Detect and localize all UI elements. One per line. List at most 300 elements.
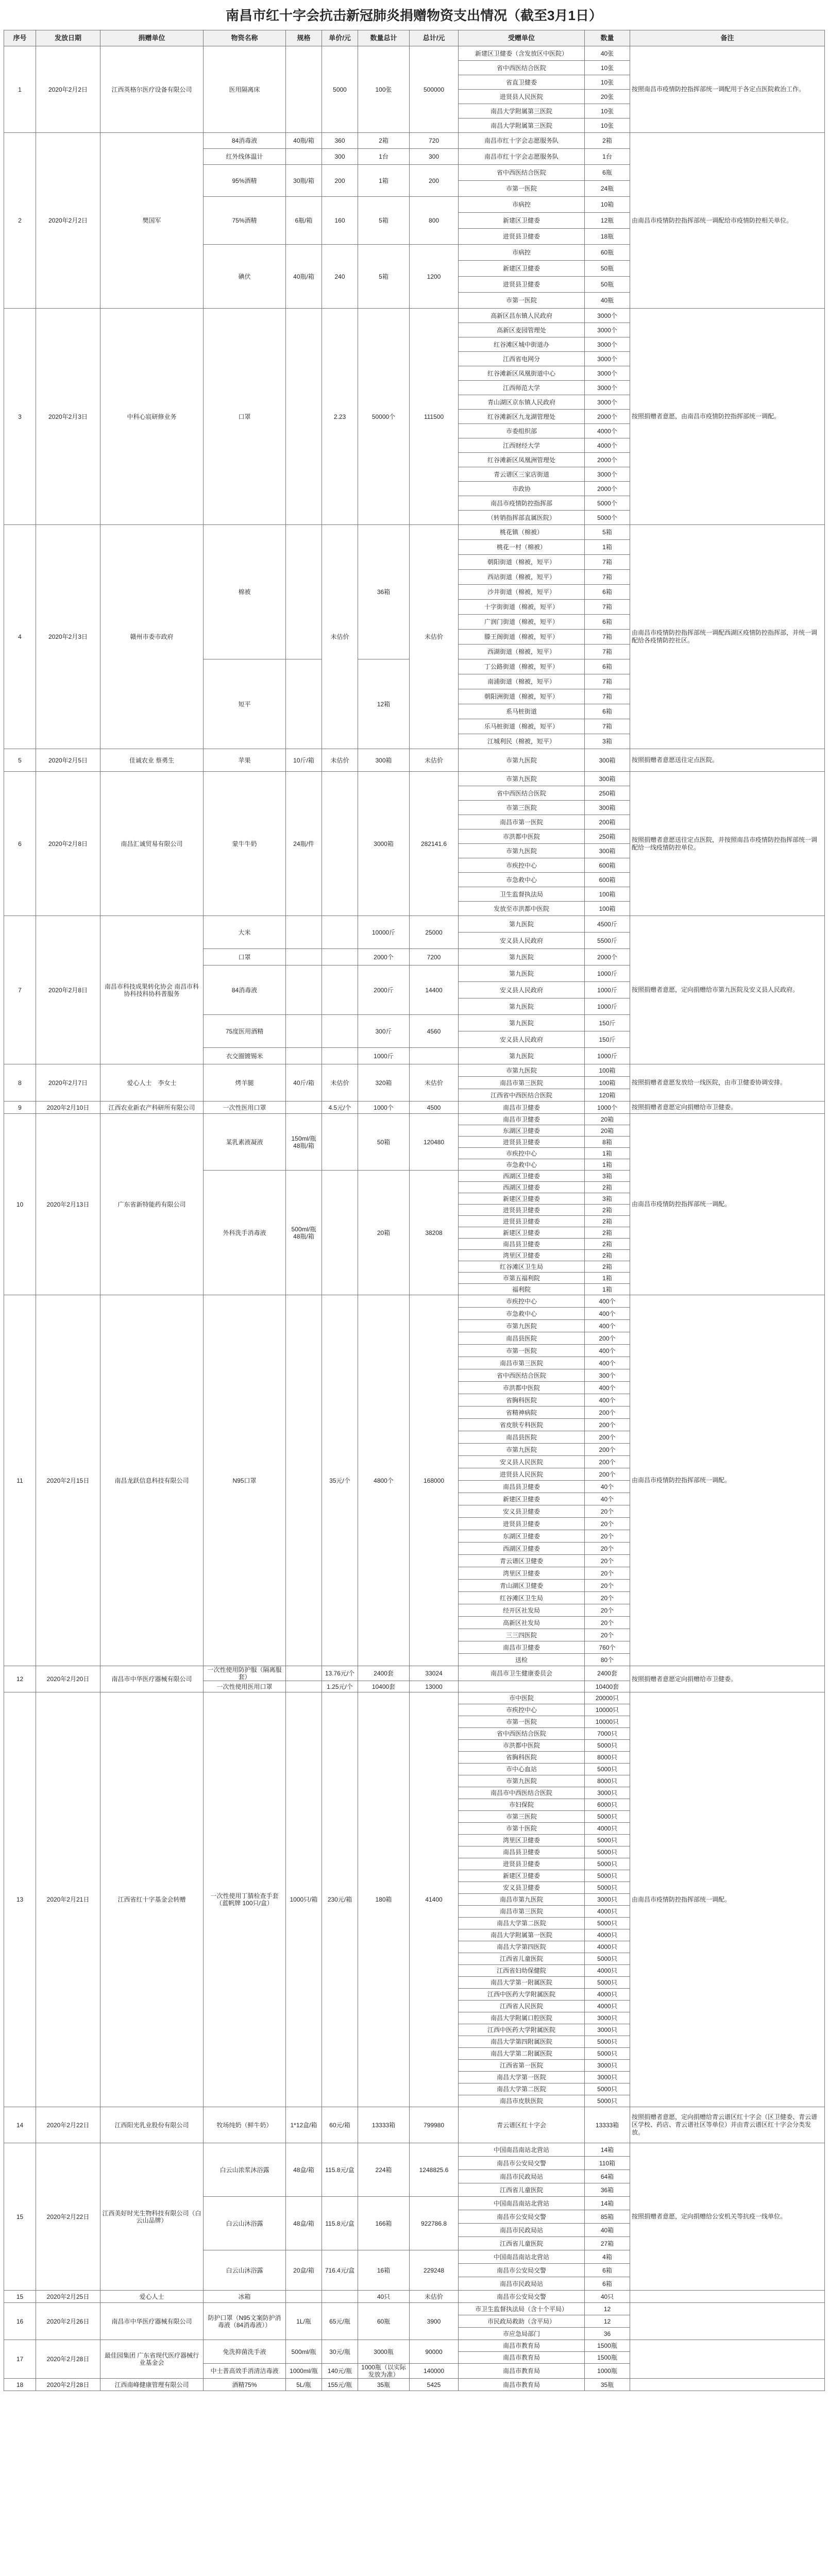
donor-name: 江西英格尔医疗设备有限公司 [100,46,204,133]
column-header: 受赠单位 [459,30,585,46]
recipient-quantity: 200箱 [585,815,630,829]
total-quantity: 60瓶 [358,2303,410,2340]
recipient-quantity: 85箱 [585,2210,630,2224]
row-number: 7 [4,916,36,1064]
row-number: 12 [4,1666,36,1692]
recipient-quantity: 4000只 [585,1906,630,1918]
unit-price: 230元/箱 [322,1692,358,2107]
item-spec: 1*12盒/箱 [286,2107,322,2143]
recipient: 安义县人民政府 [459,933,585,949]
issue-date: 2020年2月3日 [36,525,100,749]
recipient-quantity: 3箱 [585,1171,630,1182]
recipient-quantity: 20张 [585,90,630,104]
recipient: 南昌市卫健委 [459,1114,585,1125]
recipient-quantity: 5000只 [585,1858,630,1870]
recipient: 南昌大学第一医院 [459,2072,585,2083]
remark: 由南昌市疫情防控指挥部统一调配。 [630,1114,825,1295]
table-row [4,1101,825,1114]
recipient: 南昌县医院 [459,1431,585,1444]
total-amount: 4560 [410,1015,459,1048]
recipient-quantity: 8箱 [585,1137,630,1148]
column-header: 发放日期 [36,30,100,46]
column-header: 数量总计 [358,30,410,46]
recipient: 省精神病院 [459,1406,585,1419]
table-row [4,2303,825,2315]
recipient: 南昌大学附属口腔医院 [459,2012,585,2024]
item-spec: 24瓶/件 [286,772,322,916]
issue-date: 2020年2月15日 [36,1295,100,1666]
unit-price [322,1114,358,1171]
item-name: N95口罩 [204,1295,286,1666]
total-amount: 4500 [410,1101,459,1114]
total-quantity: 5箱 [358,245,410,309]
recipient: 南昌市民政局站 [459,2224,585,2237]
recipient-quantity: 12瓶 [585,213,630,229]
item-name: 红外线体温计 [204,149,286,165]
recipient: 东湖区卫健委 [459,1125,585,1137]
total-quantity: 2400套 [358,1666,410,1681]
item-spec: 10斤/箱 [286,749,322,772]
issue-date: 2020年2月20日 [36,1666,100,1692]
unit-price: 60元/箱 [322,2107,358,2143]
unit-price: 5000 [322,46,358,133]
unit-price [322,1048,358,1064]
page-title: 南昌市红十字会抗击新冠肺炎捐赠物资支出情况（截至3月1日） [226,8,602,23]
item-spec: 1000只/箱 [286,1692,322,2107]
donor-name: 江西农业新农产科研所有限公司 [100,1101,204,1114]
unit-price: 1.25元/个 [322,1681,358,1692]
recipient: 江西财经大学 [459,438,585,453]
item-name: 衣交圈镀锡米 [204,1048,286,1064]
remark [630,2291,825,2303]
recipient: 南昌县医院 [459,1332,585,1345]
column-header: 单价/元 [322,30,358,46]
item-spec [286,1666,322,1681]
recipient-quantity: 3000只 [585,2024,630,2036]
unit-price [322,965,358,1015]
total-amount: 200 [410,165,459,197]
total-amount: 13000 [410,1681,459,1692]
total-amount: 799980 [410,2107,459,2143]
recipient-quantity: 2000个 [585,482,630,496]
recipient-quantity: 300箱 [585,801,630,815]
recipient-quantity: 3000个 [585,352,630,366]
recipient-quantity: 7箱 [585,689,630,704]
item-name: 一次性使用医用口罩 [204,1681,286,1692]
recipient-quantity: 27箱 [585,2237,630,2250]
recipient-quantity: 4000只 [585,1929,630,1941]
recipient-quantity: 1500瓶 [585,2352,630,2364]
recipient-quantity: 4000个 [585,424,630,438]
remark: 按照捐赠者意愿发放给一线医院，由市卫健委协调安排。 [630,1064,825,1101]
recipient: 南昌大学第四医院 [459,1941,585,1953]
item-spec [286,1681,322,1692]
item-spec [286,2291,322,2303]
recipient-quantity: 20个 [585,1617,630,1629]
recipient-quantity: 18瓶 [585,229,630,245]
donor-name: 江西阳光乳业股份有限公司 [100,2107,204,2143]
recipient-quantity: 1箱 [585,1284,630,1295]
recipient: 南昌市教育局 [459,2352,585,2364]
recipient-quantity: 2箱 [585,1205,630,1216]
row-number: 1 [4,46,36,133]
item-name: 外科洗手消毒液 [204,1171,286,1295]
recipient: 安义县人民医院 [459,1456,585,1468]
recipient-quantity: 5000只 [585,1918,630,1929]
issue-date: 2020年2月28日 [36,2379,100,2391]
recipient: 市第九医院 [459,1064,585,1077]
recipient: 市第九医院 [459,1320,585,1332]
recipient: 安义县卫健委 [459,1882,585,1894]
recipient: 桃花一村（棉被） [459,540,585,555]
recipient: 高新区社发局 [459,1617,585,1629]
recipient: 市应急局部门 [459,2328,585,2340]
unit-price: 240 [322,245,358,309]
recipient-quantity: 100箱 [585,1064,630,1077]
total-quantity: 40只 [358,2291,410,2303]
donor-name: 樊国军 [100,133,204,309]
row-number: 3 [4,309,36,525]
issue-date: 2020年2月8日 [36,772,100,916]
recipient-quantity: 250箱 [585,829,630,844]
remark [630,2340,825,2379]
donor-name: 爱心人士 李女士 [100,1064,204,1101]
item-spec [286,916,322,949]
item-name: 医用隔离床 [204,46,286,133]
table-row [4,749,825,772]
recipient-quantity: 3箱 [585,1193,630,1205]
total-quantity: 16箱 [358,2250,410,2291]
unit-price: 140元/瓶 [322,2364,358,2379]
recipient-quantity: 80个 [585,1654,630,1666]
remark: 按照捐赠者意愿，定向捐赠给市第九医院及安义县人民政府。 [630,916,825,1064]
recipient-quantity: 64箱 [585,2170,630,2183]
recipient: 朝阳街道（棉被，短平） [459,555,585,570]
recipient: 青山湖区卫健委 [459,1580,585,1592]
recipient-quantity: 1箱 [585,1273,630,1284]
total-amount: 14400 [410,965,459,1015]
issue-date: 2020年2月22日 [36,2143,100,2291]
item-spec [286,949,322,965]
remark: 由南昌市疫情防控指挥部统一调配。 [630,1295,825,1666]
unit-price: 2.23 [322,309,358,525]
donor-name: 中科心宸研修业务 [100,309,204,525]
unit-price [322,2291,358,2303]
recipient: 红谷滩新区凤凰街道中心 [459,366,585,381]
recipient-quantity: 1箱 [585,1148,630,1159]
recipient: 进贤县卫健委 [459,1216,585,1227]
recipient: 西站街道（棉被，短平） [459,570,585,585]
item-name: 碘伏 [204,245,286,309]
unit-price: 4.5元/个 [322,1101,358,1114]
issue-date: 2020年2月7日 [36,1064,100,1101]
recipient-quantity: 6箱 [585,615,630,630]
total-quantity: 320箱 [358,1064,410,1101]
total-amount: 922786.8 [410,2197,459,2250]
recipient: 新建区卫健委 [459,1870,585,1882]
recipient-quantity: 2000个 [585,410,630,424]
row-number: 5 [4,749,36,772]
recipient-quantity: 100箱 [585,902,630,916]
unit-price: 30元/瓶 [322,2340,358,2364]
recipient: 东湖区卫健委 [459,1530,585,1543]
recipient: 南昌市公安局交警 [459,2264,585,2277]
recipient-quantity: 5箱 [585,525,630,540]
recipient: 南昌市公安局交警 [459,2291,585,2303]
recipient-quantity: 12 [585,2315,630,2328]
recipient-quantity: 5000只 [585,1811,630,1823]
column-header: 数量 [585,30,630,46]
recipient-quantity: 6瓶 [585,165,630,181]
total-amount: 3900 [410,2303,459,2340]
recipient: 市第九医院 [459,1444,585,1456]
unit-price: 115.8元/盒 [322,2197,358,2250]
recipient-quantity: 6箱 [585,704,630,719]
unit-price [322,1171,358,1295]
issue-date: 2020年2月10日 [36,1101,100,1114]
recipient-quantity: 3000只 [585,1894,630,1906]
recipient: 新建区卫健委 [459,1493,585,1505]
row-number: 11 [4,1295,36,1666]
recipient: 南昌大学第二附属医院 [459,2048,585,2060]
recipient-quantity: 4500斤 [585,916,630,933]
row-number: 4 [4,525,36,749]
total-quantity: 2箱 [358,133,410,149]
total-quantity: 50箱 [358,1114,410,1171]
recipient-quantity: 2箱 [585,1227,630,1239]
recipient: 南昌大学第二医院 [459,1918,585,1929]
recipient-quantity: 5000只 [585,1953,630,1965]
total-amount: 未估价 [410,749,459,772]
recipient: 市疾控中心 [459,858,585,873]
recipient: 南昌市卫生健康委员会 [459,1666,585,1681]
total-amount: 38208 [410,1171,459,1295]
recipient: 市洪都中医院 [459,1740,585,1752]
recipient-quantity: 5000个 [585,511,630,525]
recipient: 江西省妇幼保健院 [459,1965,585,1977]
recipient-quantity: 20个 [585,1592,630,1604]
recipient-quantity: 8000只 [585,1775,630,1787]
recipient-quantity: 60瓶 [585,245,630,261]
total-amount: 168000 [410,1295,459,1666]
total-quantity: 2000个 [358,949,410,965]
recipient-quantity: 5000个 [585,496,630,511]
total-amount: 282141.6 [410,772,459,916]
recipient: 第九医院 [459,1015,585,1031]
item-name: 白云山沐浴露 [204,2197,286,2250]
recipient: 市中心血站 [459,1764,585,1775]
recipient: 市洪都中医院 [459,829,585,844]
issue-date: 2020年2月26日 [36,2303,100,2340]
column-header: 捐赠单位 [100,30,204,46]
recipient-quantity: 2箱 [585,1261,630,1273]
recipient: 第九医院 [459,998,585,1015]
item-spec [286,659,322,749]
total-quantity: 4800个 [358,1295,410,1666]
remark: 按照捐赠者意愿定向捐赠给市卫健委。 [630,1101,825,1114]
recipient-quantity: 50瓶 [585,277,630,293]
unit-price: 360 [322,133,358,149]
table-row [4,1114,825,1125]
recipient-quantity: 20个 [585,1543,630,1555]
recipient-quantity: 300箱 [585,749,630,772]
item-spec: 30瓶/箱 [286,165,322,197]
recipient: 滕王阁街道（棉被，短平） [459,630,585,645]
recipient: 市第九医院 [459,749,585,772]
total-amount: 1248825.6 [410,2143,459,2197]
unit-price: 155元/瓶 [322,2379,358,2391]
unit-price: 13.76元/个 [322,1666,358,1681]
row-number: 6 [4,772,36,916]
recipient-quantity: 3箱 [585,734,630,749]
item-spec: 20盒/箱 [286,2250,322,2291]
total-quantity: 10000斤 [358,916,410,949]
recipient: 市急救中心 [459,873,585,887]
recipient: 进贤县卫健委 [459,229,585,245]
recipient-quantity: 2箱 [585,133,630,149]
recipient-quantity: 1500瓶 [585,2340,630,2352]
recipient-quantity: 2箱 [585,1239,630,1250]
recipient: 青云谱区红十字会 [459,2107,585,2143]
table-row [4,2107,825,2143]
row-number: 13 [4,1692,36,2107]
recipient: 南昌市皮肤医院 [459,2095,585,2107]
recipient-quantity: 6000只 [585,1799,630,1811]
recipient-quantity: 40箱 [585,2224,630,2237]
unit-price [322,772,358,916]
recipient-quantity: 20个 [585,1580,630,1592]
recipient-quantity: 10000只 [585,1704,630,1716]
recipient: 乐马桩街道（棉被，短平） [459,719,585,734]
column-header: 物资名称 [204,30,286,46]
recipient-quantity: 7箱 [585,645,630,659]
recipient-quantity: 1000个 [585,1101,630,1114]
row-number: 15 [4,2143,36,2291]
recipient: 市疾控中心 [459,1295,585,1308]
item-spec [286,149,322,165]
recipient-quantity: 400个 [585,1308,630,1320]
donor-name: 广东省新特能药有限公司 [100,1114,204,1295]
donor-name: 江西省红十字基金会转赠 [100,1692,204,2107]
donor-name: 南昌龙跃信息科技有限公司 [100,1295,204,1666]
recipient: 南昌市民政局站 [459,2277,585,2291]
donor-name: 南昌市中华医疗器械有限公司 [100,2303,204,2340]
recipient-quantity: 24瓶 [585,181,630,197]
recipient-quantity: 5000只 [585,1740,630,1752]
recipient-quantity: 40个 [585,1481,630,1493]
recipient-quantity: 400个 [585,1295,630,1308]
item-name: 酒精75% [204,2379,286,2391]
recipient: 南昌市第三医院 [459,1077,585,1089]
table-row [4,1692,825,1704]
item-name: 口罩 [204,309,286,525]
recipient-quantity: 150斤 [585,1015,630,1031]
remark: 按照捐赠者意愿定向捐赠给市卫健委。 [630,1666,825,1692]
recipient-quantity: 3000个 [585,366,630,381]
total-quantity: 10400套 [358,1681,410,1692]
recipient: 南昌市公安局交警 [459,2210,585,2224]
item-name: 棉被 [204,525,286,659]
item-name: 中士普高效手消清洁毒液 [204,2364,286,2379]
recipient: 南昌县卫健委 [459,1481,585,1493]
unit-price: 未估价 [322,1064,358,1101]
recipient: 第九医院 [459,949,585,965]
donor-name: 爱心人士 [100,2291,204,2303]
recipient-quantity: 7箱 [585,630,630,645]
recipient-quantity: 3000个 [585,395,630,410]
recipient: 市民政局救助（含平局） [459,2315,585,2328]
recipient-quantity: 250箱 [585,786,630,801]
item-name: 白云山浓浆沐浴露 [204,2143,286,2197]
recipient-quantity: 10张 [585,61,630,75]
recipient: 省直卫健委 [459,75,585,90]
recipient-quantity: 4000个 [585,438,630,453]
recipient-quantity: 6箱 [585,2277,630,2291]
recipient: 进贤县卫健委 [459,277,585,293]
recipient-quantity: 3000个 [585,309,630,323]
recipient-quantity: 20个 [585,1567,630,1580]
recipient-quantity: 5000只 [585,1835,630,1846]
item-spec: 500ml/瓶 48瓶/箱 [286,1171,322,1295]
remark: 由南昌市疫情防控指挥部统一调配给市疫情防控相关单位。 [630,133,825,309]
recipient-quantity: 3000只 [585,2012,630,2024]
recipient-quantity: 3000个 [585,323,630,337]
item-name: 84消毒液 [204,133,286,149]
table-row [4,1666,825,1681]
recipient-quantity: 200个 [585,1468,630,1481]
recipient-quantity: 1000斤 [585,982,630,998]
total-amount: 5425 [410,2379,459,2391]
recipient: 市病控 [459,197,585,213]
recipient: 南昌大学附属第三医院 [459,118,585,133]
recipient: 南昌市教育局 [459,2364,585,2379]
total-quantity: 2000斤 [358,965,410,1015]
total-quantity: 1箱 [358,165,410,197]
recipient: 中国南昌南站北营站 [459,2250,585,2264]
donor-name: 江西南峰健康管理有限公司 [100,2379,204,2391]
recipient: 第九医院 [459,965,585,982]
recipient-quantity: 2箱 [585,1250,630,1261]
issue-date: 2020年2月25日 [36,2291,100,2303]
recipient-quantity: 3000个 [585,467,630,482]
recipient-quantity: 4000只 [585,1965,630,1977]
total-amount: 300 [410,149,459,165]
total-amount: 720 [410,133,459,149]
table-row [4,2379,825,2391]
item-spec [286,46,322,133]
recipient-quantity: 1000斤 [585,965,630,982]
recipient-quantity: 20000只 [585,1692,630,1704]
issue-date: 2020年2月5日 [36,749,100,772]
recipient-quantity: 5000只 [585,1882,630,1894]
total-amount: 33024 [410,1666,459,1681]
recipient: 安义县卫健委 [459,1505,585,1518]
item-name: 一次性医用口罩 [204,1101,286,1114]
donor-name: 最佳园集团 广东省现代医疗器械行业基金会 [100,2340,204,2379]
column-header: 序号 [4,30,36,46]
issue-date: 2020年2月22日 [36,2107,100,2143]
recipient-quantity: 2箱 [585,1182,630,1193]
recipient: 高新区麦园管理处 [459,323,585,337]
table-row [4,133,825,149]
recipient: 高新区昌东镇人民政府 [459,309,585,323]
total-amount: 111500 [410,309,459,525]
recipient: 南昌大学第二医院 [459,2083,585,2095]
table-row [4,525,825,540]
donor-name: 南昌市科技成果转化协会 南昌市科协科技科协科普服务 [100,916,204,1064]
remark [630,2379,825,2391]
recipient: 南昌大学第一附属医院 [459,1977,585,1989]
